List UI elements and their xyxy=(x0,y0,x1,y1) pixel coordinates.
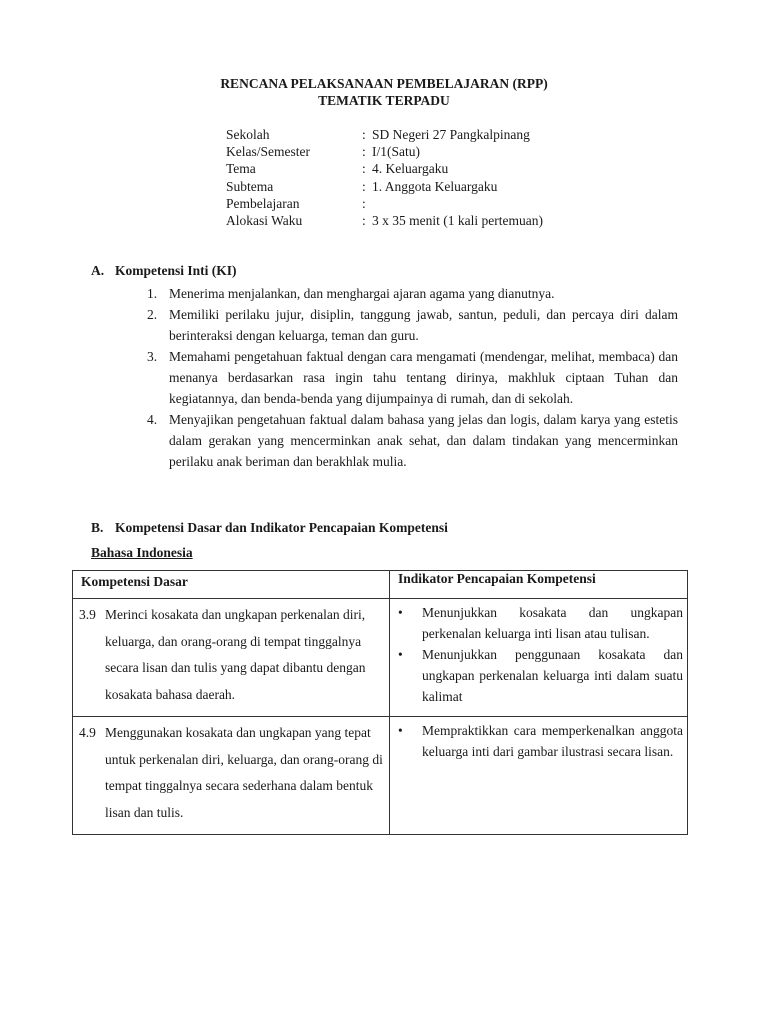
indicator-cell xyxy=(390,717,688,835)
bullet-icon: • xyxy=(398,723,403,738)
subject-heading: Bahasa Indonesia xyxy=(91,545,193,560)
indicator-item xyxy=(398,720,683,762)
bullet-icon: • xyxy=(398,605,403,620)
column-header-kd: Kompetensi Dasar xyxy=(73,571,390,599)
list-text: Memiliki perilaku jujur, disiplin, tanggung jawab, santun, peduli, dan percaya diri dalam berinteraksi dengan keluarga, teman dan guru. xyxy=(169,307,678,343)
info-value: 4. Keluargaku xyxy=(372,161,449,177)
kd-code: 4.9 xyxy=(79,725,96,740)
indicator-text: Menunjukkan penggunaan kosakata dan ungkapan perkenalan keluarga inti dalam suatu kalimat xyxy=(422,647,683,704)
indicator-item xyxy=(398,644,683,707)
info-label: Tema xyxy=(226,161,256,177)
table-header-row xyxy=(73,571,688,599)
indicator-text: Menunjukkan kosakata dan ungkapan perkenalan keluarga inti lisan atau tulisan. xyxy=(422,605,683,641)
list-text: Memahami pengetahuan faktual dengan cara mengamati (mendengar, melihat, membaca) dan menanya berdasarkan rasa ingin tahu tentang dirinya, makhluk ciptaan Tuhan dan kegiatannya, dan benda-benda yang dijumpainya di rumah, dan di sekolah. xyxy=(169,349,678,406)
list-text: Menyajikan pengetahuan faktual dalam bahasa yang jelas dan logis, dalam karya yang estetis dalam gerakan yang mencerminkan anak sehat, dan dalam tindakan yang mencerminkan perilaku anak beriman dan berakhlak mulia. xyxy=(169,412,678,469)
info-colon: : xyxy=(362,161,366,177)
section-title: Kompetensi Inti (KI) xyxy=(115,263,237,278)
section-letter: A. xyxy=(91,263,105,278)
document-title: RENCANA PELAKSANAAN PEMBELAJARAN (RPP) xyxy=(220,76,548,91)
info-colon: : xyxy=(362,212,366,228)
table-row xyxy=(73,717,688,835)
info-value: I/1(Satu) xyxy=(372,144,420,160)
info-label: Sekolah xyxy=(226,127,270,142)
kd-cell xyxy=(73,599,390,717)
info-colon: : xyxy=(362,178,366,194)
info-value: 3 x 35 menit (1 kali pertemuan) xyxy=(372,212,543,228)
list-item xyxy=(147,409,678,472)
list-number: 4. xyxy=(147,412,158,427)
info-label: Kelas/Semester xyxy=(226,144,310,160)
list-number: 1. xyxy=(147,286,158,301)
document-subtitle: TEMATIK TERPADU xyxy=(318,93,450,108)
info-value: 1. Anggota Keluargaku xyxy=(372,178,498,194)
info-colon: : xyxy=(362,195,366,211)
bullet-icon: • xyxy=(398,647,403,662)
column-header-indicator: Indikator Pencapaian Kompetensi xyxy=(390,571,688,599)
section-title: Kompetensi Dasar dan Indikator Pencapaian Kompetensi xyxy=(115,520,448,535)
indicator-item xyxy=(398,602,683,644)
table-row xyxy=(73,599,688,717)
section-b-heading xyxy=(91,520,448,536)
info-value: SD Negeri 27 Pangkalpinang xyxy=(372,127,530,142)
list-text: Menerima menjalankan, dan menghargai ajaran agama yang dianutnya. xyxy=(169,286,555,301)
info-colon: : xyxy=(362,127,366,142)
indicator-cell xyxy=(390,599,688,717)
info-label: Subtema xyxy=(226,178,274,194)
info-colon: : xyxy=(362,144,366,160)
list-number: 3. xyxy=(147,349,158,364)
list-item xyxy=(147,283,678,304)
indicator-text: Mempraktikkan cara memperkenalkan anggota keluarga inti dari gambar ilustrasi secara lisan. xyxy=(422,723,683,759)
kd-cell xyxy=(73,717,390,835)
kd-code: 3.9 xyxy=(79,607,96,622)
list-item xyxy=(147,346,678,409)
section-a-heading xyxy=(91,263,237,279)
kompetensi-inti-list xyxy=(147,283,678,472)
kd-text: Menggunakan kosakata dan ungkapan yang tepat untuk perkenalan diri, keluarga, dan orang-orang di tempat tinggalnya secara sederhana dalam bentuk lisan dan tulis. xyxy=(105,725,383,820)
info-label: Pembelajaran xyxy=(226,195,300,211)
list-item xyxy=(147,304,678,346)
info-label: Alokasi Waku xyxy=(226,212,303,228)
kd-text: Merinci kosakata dan ungkapan perkenalan diri, keluarga, dan orang-orang di tempat tinggalnya secara lisan dan tulis yang dapat dibantu dengan kosakata bahasa daerah. xyxy=(105,607,366,702)
competency-table xyxy=(72,570,688,835)
list-number: 2. xyxy=(147,307,158,322)
section-letter: B. xyxy=(91,520,104,535)
